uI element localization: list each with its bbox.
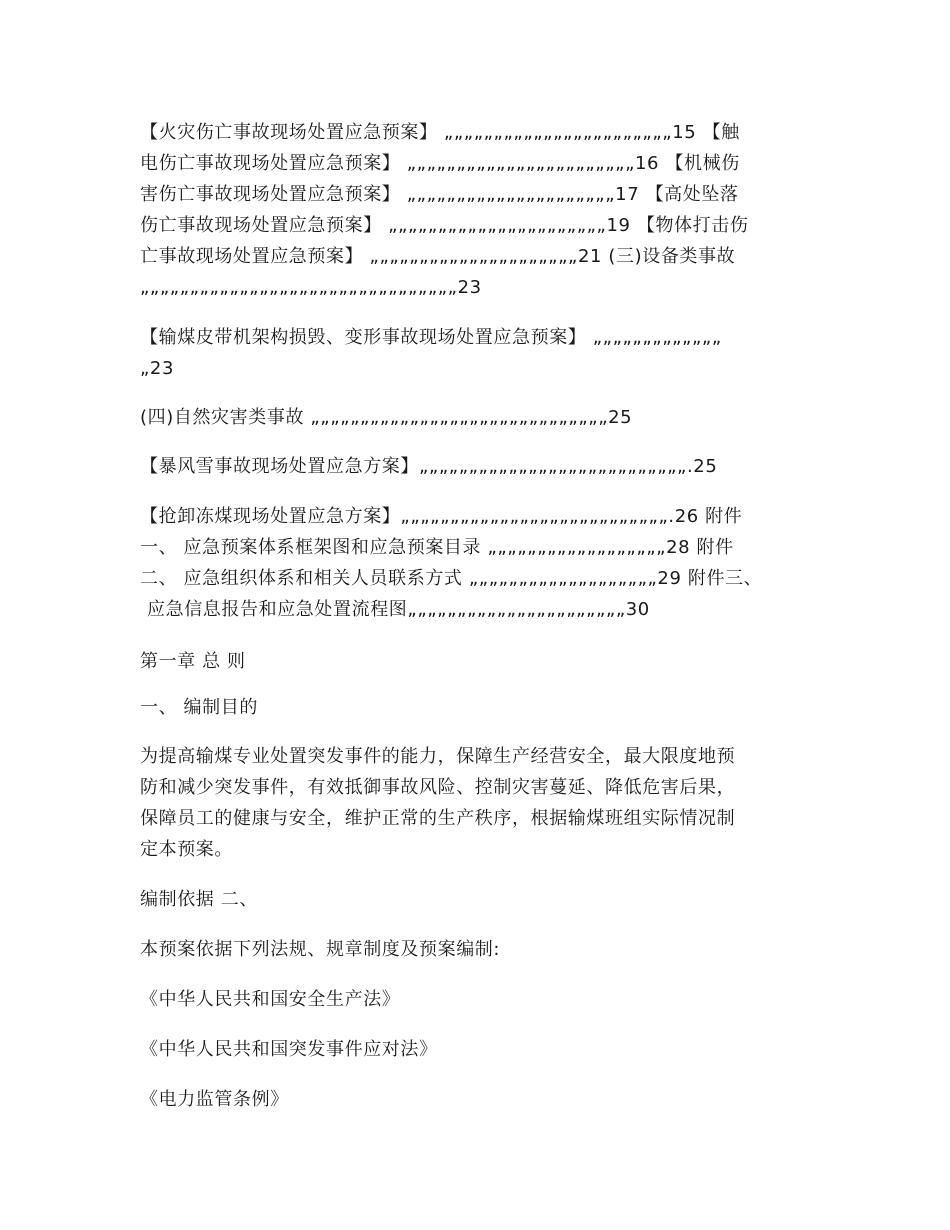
toc-line: 二、 应急组织体系和相关人员联系方式 „„„„„„„„„„„„„„„„„„„29 附件三、 (140, 568, 763, 589)
law-reference: 《电力监管条例》 (140, 1089, 289, 1110)
chapter-title: 第一章 总 则 (140, 651, 246, 672)
toc-line: 电伤亡事故现场处置应急预案】 „„„„„„„„„„„„„„„„„„„„„„„16 【机械伤 (140, 153, 740, 174)
toc-line: 害伤亡事故现场处置应急预案】 „„„„„„„„„„„„„„„„„„„„„17 【高处坠落 (140, 184, 739, 205)
toc-line: 伤亡事故现场处置应急预案】 „„„„„„„„„„„„„„„„„„„„„„19 【物体打击伤 (140, 215, 749, 236)
section-heading: 一、 编制目的 (140, 697, 258, 718)
toc-line: 【输煤皮带机架构损毁、变形事故现场处置应急预案】 „„„„„„„„„„„„„ (140, 327, 722, 348)
toc-line: 【抢卸冻煤现场处置应急方案】„„„„„„„„„„„„„„„„„„„„„„„„„„„.26 附件 (140, 506, 743, 527)
toc-line: 【暴风雪事故现场处置应急方案】„„„„„„„„„„„„„„„„„„„„„„„„„„„.25 (140, 456, 718, 477)
toc-line: 一、 应急预案体系框架图和应急预案目录 „„„„„„„„„„„„„„„„„„28 附件 (140, 537, 734, 558)
body-line: 为提高输煤专业处置突发事件的能力，保障生产经营安全，最大限度地预 (140, 746, 736, 767)
basis-intro: 本预案依据下列法规、规章制度及预案编制: (140, 939, 501, 960)
toc-block-accidents (140, 117, 820, 303)
law-reference: 《中华人民共和国突发事件应对法》 (140, 1039, 438, 1060)
toc-line: „23 (140, 358, 175, 379)
law-reference: 《中华人民共和国安全生产法》 (140, 989, 401, 1010)
body-line: 定本预案。 (140, 839, 233, 860)
toc-block-attachments (140, 501, 820, 625)
toc-block-blizzard (140, 451, 820, 482)
section-heading: 编制依据 二、 (140, 889, 258, 910)
purpose-paragraph (140, 741, 820, 865)
toc-line: „„„„„„„„„„„„„„„„„„„„„„„„„„„„„„„„23 (140, 277, 482, 298)
toc-line: (四)自然灾害类事故 „„„„„„„„„„„„„„„„„„„„„„„„„„„„„„25 (140, 407, 633, 428)
body-line: 保障员工的健康与安全，维护正常的生产秩序，根据输煤班组实际情况制 (140, 808, 736, 829)
toc-line: 【火灾伤亡事故现场处置应急预案】 „„„„„„„„„„„„„„„„„„„„„„„15 【触 (140, 122, 740, 143)
toc-line: 亡事故现场处置应急预案】 „„„„„„„„„„„„„„„„„„„„„21 (三)设备类事故 (140, 246, 736, 267)
toc-block-equipment (140, 322, 820, 384)
toc-block-natural-disasters (140, 402, 820, 433)
body-line: 防和减少突发事件，有效抵御事故风险、控制灾害蔓延、降低危害后果， (140, 777, 736, 798)
toc-line: 应急信息报告和应急处置流程图„„„„„„„„„„„„„„„„„„„„„„30 (147, 599, 650, 620)
